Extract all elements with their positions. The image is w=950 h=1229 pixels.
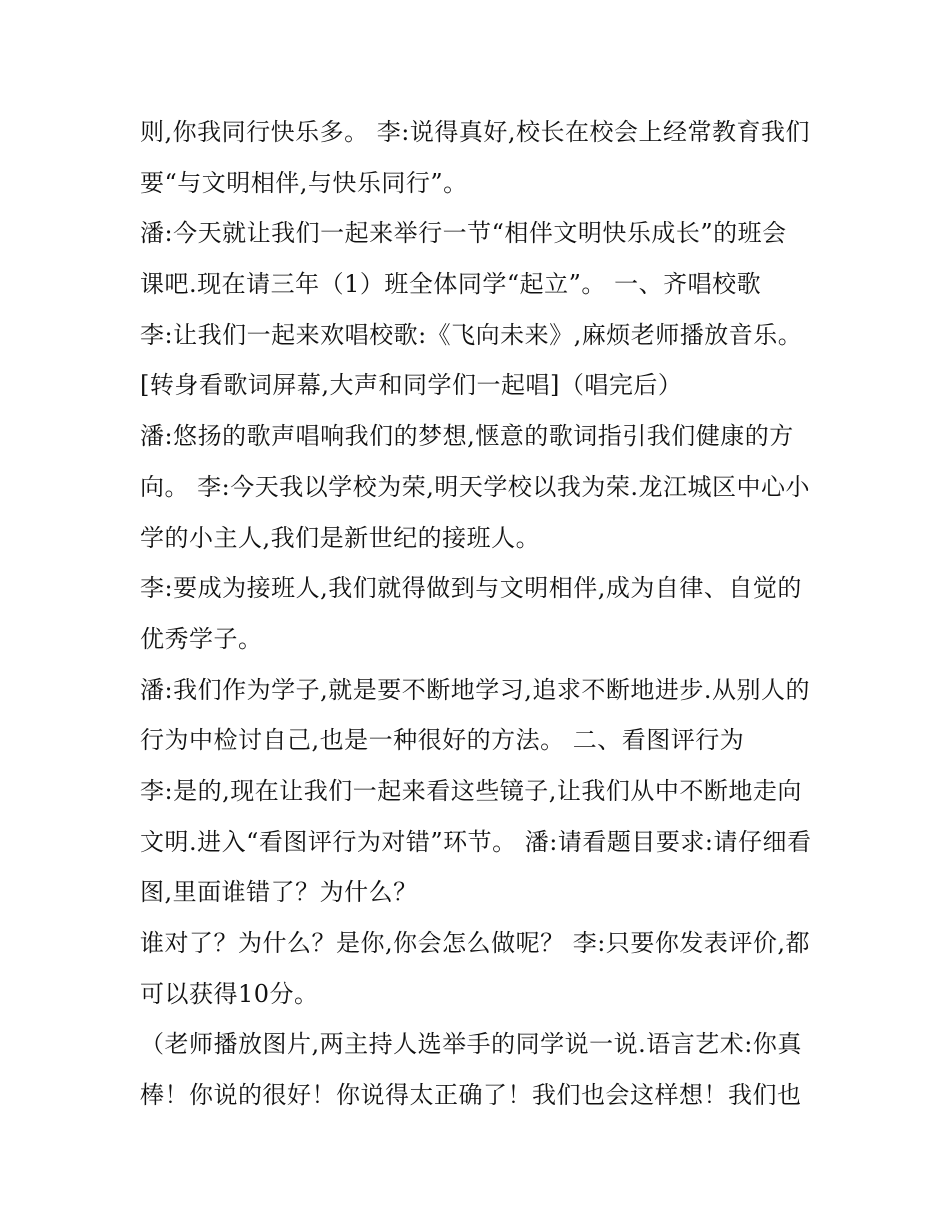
text-line: [转身看歌词屏幕,大声和同学们一起唱]（唱完后） xyxy=(140,371,683,400)
text-line: 潘:我们作为学子,就是要不断地学习,追求不断地进步.从别人的 xyxy=(140,675,810,704)
text-line: 李:要成为接班人,我们就得做到与文明相伴,成为自律、自觉的 xyxy=(140,574,802,603)
text-line: 优秀学子。 xyxy=(140,624,263,653)
text-line: 行为中检讨自己,也是一种很好的方法。 二、看图评行为 xyxy=(140,726,745,755)
document-body xyxy=(140,107,820,1121)
text-line: 谁对了？为什么？是你,你会怎么做呢？ 李:只要你发表评价,都 xyxy=(140,929,810,957)
text-line: （老师播放图片,两主持人选举手的同学说一说.语言艺术:你真 xyxy=(140,1030,802,1059)
text-line: 文明.进入“看图评行为对错”环节。 潘:请看题目要求:请仔细看 xyxy=(140,827,812,856)
text-line: 向。 李:今天我以学校为荣,明天学校以我为荣.龙江城区中心小 xyxy=(140,472,810,501)
text-line: 课吧.现在请三年（1）班全体同学“起立”。 一、齐唱校歌 xyxy=(140,270,762,299)
text-line: 潘:悠扬的歌声唱响我们的梦想,惬意的歌词指引我们健康的方 xyxy=(140,422,794,451)
text-line: 潘:今天就让我们一起来举行一节“相伴文明快乐成长”的班会 xyxy=(140,219,787,248)
text-line: 要“与文明相伴,与快乐同行”。 xyxy=(140,168,468,197)
text-line: 可以获得10分。 xyxy=(140,979,319,1008)
text-line: 李:让我们一起来欢唱校歌:《飞向未来》,麻烦老师播放音乐。 xyxy=(140,320,803,349)
text-line: 棒！你说的很好！你说得太正确了！我们也会这样想！我们也 xyxy=(140,1081,802,1110)
text-line: 图,里面谁错了？为什么？ xyxy=(140,878,418,907)
text-line: 李:是的,现在让我们一起来看这些镜子,让我们从中不断地走向 xyxy=(140,776,802,805)
text-line: 则,你我同行快乐多。 李:说得真好,校长在校会上经常教育我们 xyxy=(140,118,810,146)
text-line: 学的小主人,我们是新世纪的接班人。 xyxy=(140,523,541,552)
